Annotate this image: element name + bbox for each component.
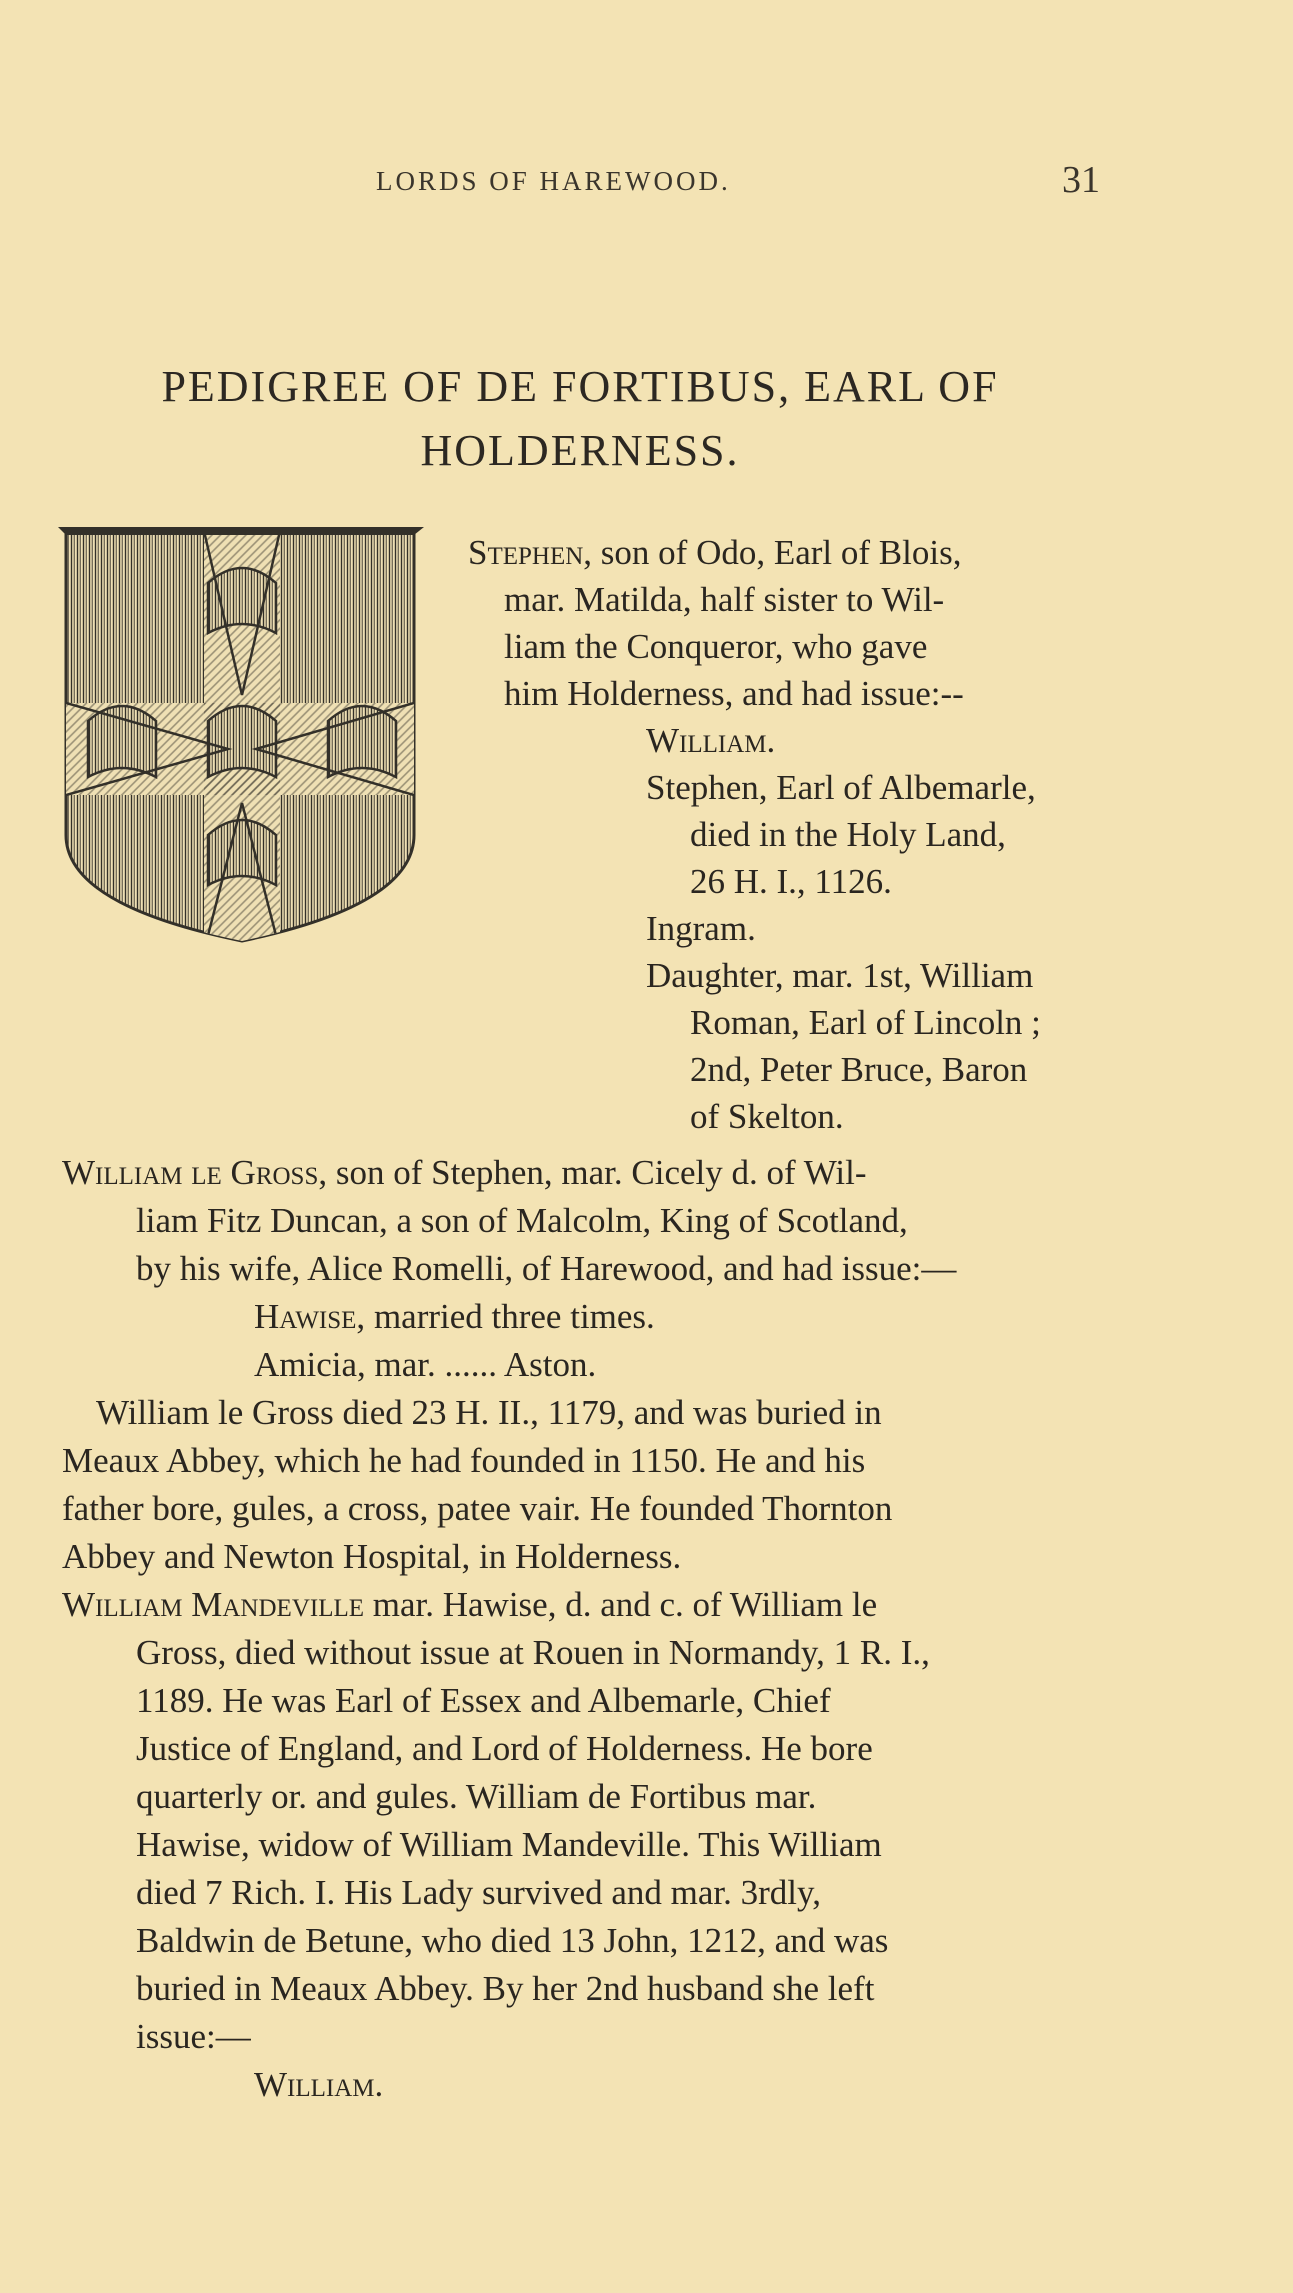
coat-of-arms-icon (58, 525, 424, 953)
text-line: Amicia, mar. ...... Aston. (254, 1345, 597, 1384)
issue-william-final: William. (254, 2065, 384, 2104)
text-line: William le Gross died 23 H. II., 1179, and was buried in (96, 1393, 882, 1432)
text-line: liam the Conqueror, who gave (504, 627, 928, 666)
issue-william: William. (646, 721, 776, 760)
text-line: William Mandeville mar. Hawise, d. and c. of William le (62, 1585, 878, 1624)
text-line: Baldwin de Betune, who died 13 John, 1212, and was (136, 1921, 889, 1960)
text-line: issue:— (136, 2017, 251, 2056)
text-line: Roman, Earl of Lincoln ; (690, 1003, 1041, 1042)
text-line: of Skelton. (690, 1097, 844, 1136)
title-line-2: HOLDERNESS. (420, 426, 740, 475)
title-line-1: PEDIGREE OF DE FORTIBUS, EARL OF (161, 362, 999, 411)
text-line: William le Gross, son of Stephen, mar. Cicely d. of Wil- (62, 1153, 867, 1192)
issue-ingram: Ingram. (646, 909, 756, 948)
page-title (60, 355, 1100, 483)
text-line: Hawise, widow of William Mandeville. This William (136, 1825, 882, 1864)
text-line: quarterly or. and gules. William de Fortibus mar. (136, 1777, 817, 1816)
text-line: died 7 Rich. I. His Lady survived and mar. 3rdly, (136, 1873, 821, 1912)
text-line: 26 H. I., 1126. (690, 862, 892, 901)
text-line: liam Fitz Duncan, a son of Malcolm, King of Scotland, (136, 1201, 908, 1240)
text-line: 1189. He was Earl of Essex and Albemarle, Chief (136, 1681, 831, 1720)
running-title: LORDS OF HAREWOOD. (376, 166, 731, 196)
text-line: Stephen, Earl of Albemarle, (646, 768, 1036, 807)
person-name-william-le-gross: William le Gross, (62, 1153, 328, 1192)
text-line: him Holderness, and had issue:-- (504, 674, 964, 713)
person-name-william-mandeville: William Mandeville (62, 1585, 365, 1624)
text-line: Meaux Abbey, which he had founded in 1150. He and his (62, 1441, 866, 1480)
text-line: by his wife, Alice Romelli, of Harewood, and had issue:— (136, 1249, 957, 1288)
text-line: buried in Meaux Abbey. By her 2nd husband she left (136, 1969, 875, 2008)
text-line: Justice of England, and Lord of Holderness. He bore (136, 1729, 873, 1768)
text-line: Daughter, mar. 1st, William (646, 956, 1034, 995)
text-line: Gross, died without issue at Rouen in Normandy, 1 R. I., (136, 1633, 930, 1672)
text-line: 2nd, Peter Bruce, Baron (690, 1050, 1028, 1089)
text-line: father bore, gules, a cross, patee vair. He founded Thornton (62, 1489, 893, 1528)
text-line: Abbey and Newton Hospital, in Holderness. (62, 1537, 682, 1576)
text-line: Hawise, married three times. (254, 1297, 655, 1336)
issue-hawise: Hawise, (254, 1297, 366, 1336)
text-line: died in the Holy Land, (690, 815, 1006, 854)
text-line: Stephen, son of Odo, Earl of Blois, (468, 533, 962, 572)
text-line: mar. Matilda, half sister to Wil- (504, 580, 945, 619)
page-number: 31 (1062, 159, 1100, 201)
person-name-stephen: Stephen, (468, 533, 593, 572)
